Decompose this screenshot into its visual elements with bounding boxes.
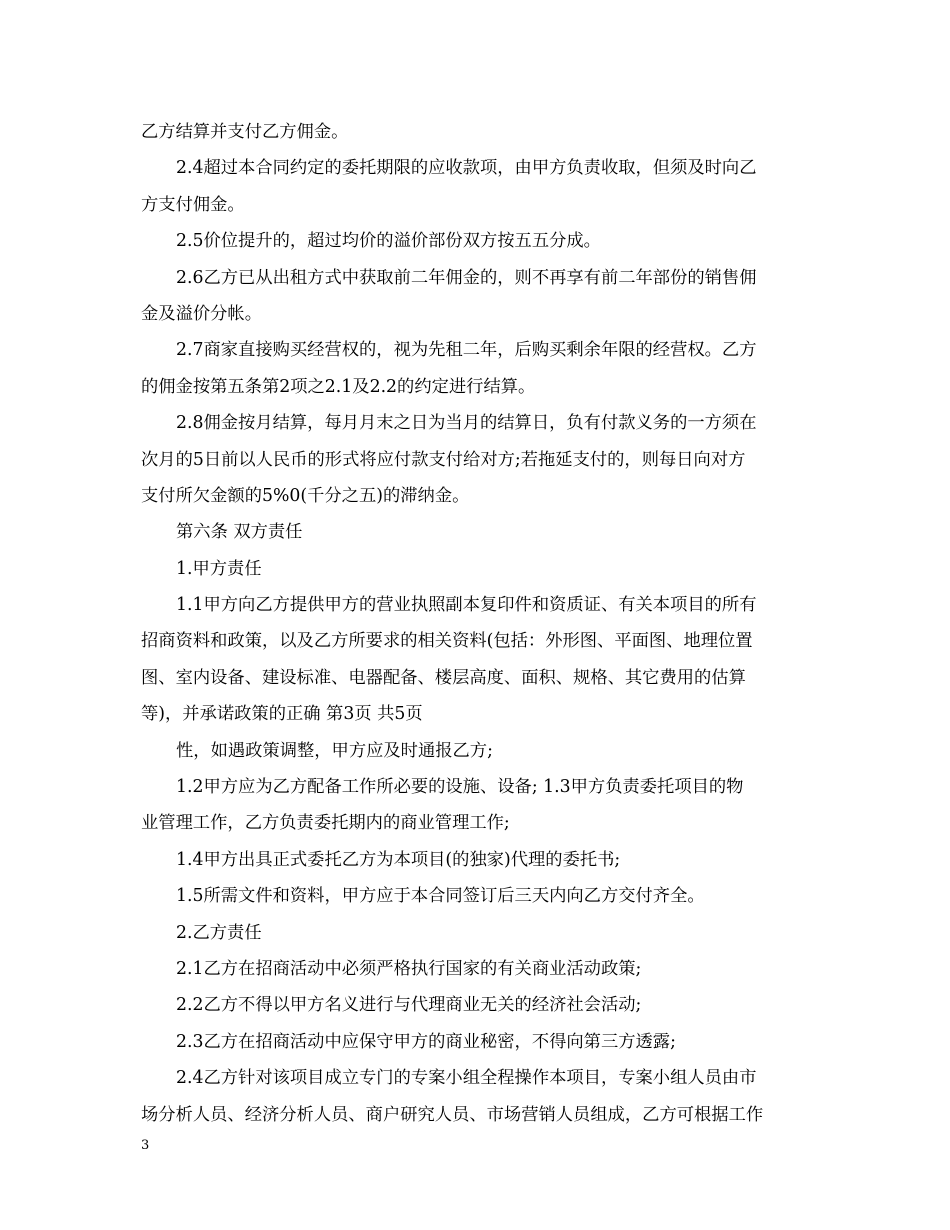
document-body	[141, 114, 813, 1133]
text-line: 2.4乙方针对该项目成立专门的专案小组全程操作本项目，专案小组人员由市	[176, 1068, 757, 1089]
text-line: 方支付佣金。	[141, 194, 245, 215]
text-line: 场分析人员、经济分析人员、商户研究人员、市场营销人员组成，乙方可根据工作	[141, 1104, 764, 1125]
text-line: 性，如遇政策调整，甲方应及时通报乙方;	[176, 740, 493, 761]
text-line: 2.乙方责任	[176, 922, 262, 943]
text-line: 2.8佣金按月结算，每月月末之日为当月的结算日，负有付款义务的一方须在	[176, 413, 757, 434]
text-line: 等)，并承诺政策的正确 第3页 共5页	[141, 704, 423, 725]
text-line: 2.4超过本合同约定的委托期限的应收款项，由甲方负责收取，但须及时向乙	[176, 158, 757, 179]
text-line: 1.1甲方向乙方提供甲方的营业执照副本复印件和资质证、有关本项目的所有	[176, 595, 757, 616]
text-line: 业管理工作，乙方负责委托期内的商业管理工作;	[141, 813, 510, 834]
text-line: 的佣金按第五条第2项之2.1及2.2的约定进行结算。	[141, 376, 536, 397]
text-line: 招商资料和政策，以及乙方所要求的相关资料(包括：外形图、平面图、地理位置	[141, 631, 753, 652]
text-line: 2.6乙方已从出租方式中获取前二年佣金的，则不再享有前二年部份的销售佣	[176, 267, 757, 288]
text-line: 乙方结算并支付乙方佣金。	[141, 122, 349, 142]
text-line: 2.1乙方在招商活动中必须严格执行国家的有关商业活动政策;	[176, 958, 642, 979]
text-line: 2.5价位提升的，超过均价的溢价部份双方按五五分成。	[176, 231, 601, 252]
text-line: 1.4甲方出具正式委托乙方为本项目(的独家)代理的委托书;	[176, 849, 621, 870]
text-line: 图、室内设备、建设标准、电器配备、楼层高度、面积、规格、其它费用的估算	[141, 667, 746, 688]
text-line: 1.5所需文件和资料，甲方应于本合同签订后三天内向乙方交付齐全。	[176, 886, 705, 907]
text-line: 次月的5日前以人民币的形式将应付款支付给对方;若拖延支付的，则每日向对方	[141, 449, 746, 470]
text-line: 第六条 双方责任	[176, 522, 303, 543]
text-line: 2.2乙方不得以甲方名义进行与代理商业无关的经济社会活动;	[176, 995, 642, 1016]
text-line: 1.2甲方应为乙方配备工作所必要的设施、设备; 1.3甲方负责委托项目的物	[176, 777, 744, 798]
text-line: 支付所欠金额的5%0(千分之五)的滞纳金。	[141, 485, 470, 506]
text-line: 1.甲方责任	[176, 558, 262, 579]
text-line: 2.7商家直接购买经营权的，视为先租二年，后购买剩余年限的经营权。乙方	[176, 340, 757, 361]
text-line: 金及溢价分帐。	[141, 303, 262, 324]
text-line: 2.3乙方在招商活动中应保守甲方的商业秘密，不得向第三方透露;	[176, 1031, 676, 1052]
page-number: 3	[141, 1138, 150, 1153]
